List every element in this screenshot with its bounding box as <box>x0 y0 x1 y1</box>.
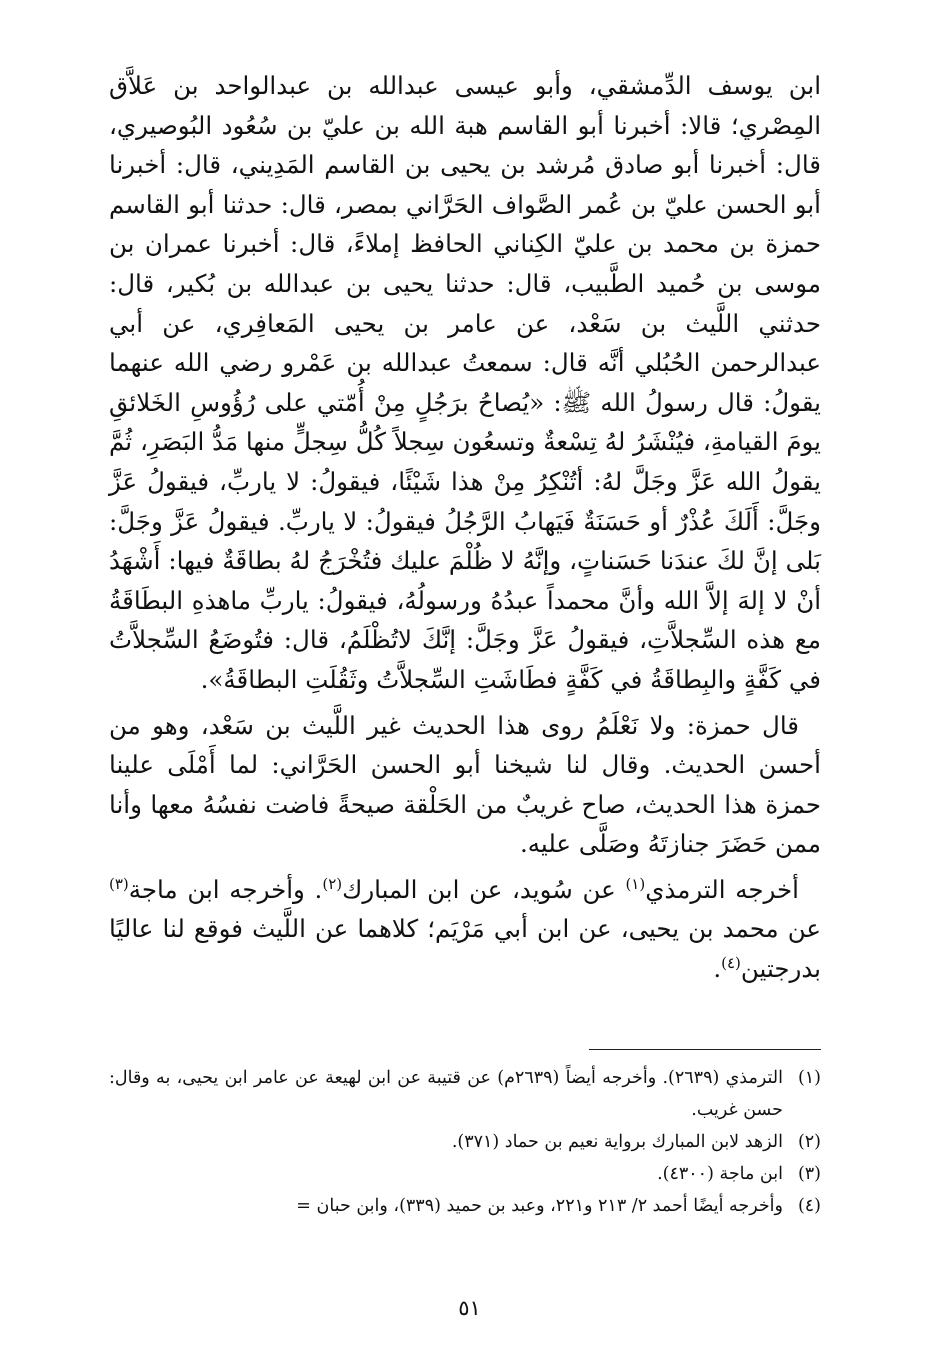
footnote-ref-2: (٢) <box>322 874 343 893</box>
footnote-number: (٣) <box>797 1164 821 1184</box>
footnotes <box>109 1062 821 1222</box>
footnote-ref-1: (١) <box>625 874 646 893</box>
footnote-separator <box>589 1049 821 1050</box>
page-number: ٥١ <box>458 1296 481 1320</box>
paragraph-hamza-comment: قال حمزة: ولا نَعْلَمُ روى هذا الحديث غير اللَّيث بن سَعْد، وهو من أحسن الحديث. وقال لنا شيخنا أبو الحسن الحَرَّاني: لما أَمْلَى علينا حمزة هذا الحديث، صاح غريبٌ من الحَلْقة صيحةً فاضت نفسُهُ معها وأنا ممن حَضَرَ جنازتَهُ وصَلَّى عليه. <box>109 710 821 859</box>
footnote-3 <box>109 1158 821 1190</box>
footnote-text: الترمذي (٢٦٣٩). وأخرجه أيضاً (٢٦٣٩م) عن قتيبة عن ابن لهيعة عن عامر ابن يحيى، به وقال: حسن غريب. <box>109 1068 783 1120</box>
paragraph-takhrij <box>109 870 821 989</box>
footnote-ref-4: (٤) <box>721 953 741 972</box>
footnote-4 <box>109 1190 821 1222</box>
footnote-ref-3: (٣) <box>109 874 129 893</box>
takhrij-text-1: أخرجه الترمذي <box>645 874 799 904</box>
footnote-number: (٢) <box>797 1132 821 1152</box>
takhrij-text-3: . وأخرجه ابن ماجة <box>128 874 323 904</box>
footnote-text: ابن ماجة (٤٣٠٠). <box>657 1164 783 1184</box>
takhrij-text-4: عن محمد بن يحيى، عن ابن أبي مَرْيَم؛ كلاهما عن اللَّيث فوقع لنا عاليًا بدرجتين <box>109 914 821 984</box>
footnote-2 <box>109 1126 821 1158</box>
footnote-text: وأخرجه أيضًا أحمد ٢/ ٢١٣ و٢٢١، وعبد بن حميد (٣٣٩)، وابن حبان = <box>296 1196 783 1216</box>
paragraph-isnad-hadith: ابن يوسف الدِّمشقي، وأبو عيسى عبدالله بن عبدالواحد بن عَلاَّق المِصْري؛ قالا: أخبرنا أبو القاسم هبة الله بن عليّ بن سُعُود البُوصيري، قال: أخبرنا أبو صادق مُرشد بن يحيى بن القاسم المَدِيني، قال: أخبرنا أبو الحسن عليّ بن عُمر الصَّواف الحَرَّاني بمصر، قال: حدثنا أبو القاسم حمزة بن محمد بن عليّ الكِناني الحافظ إملاءً، قال: أخبرنا عمران بن موسى بن حُميد الطَّبيب، قال: حدثنا يحيى بن عبدالله بن بُكير، قال: حدثني اللَّيث بن سَعْد، عن عامر بن يحيى المَعافِري، عن أبي عبدالرحمن الحُبُلي أنَّه قال: سمعتُ عبدالله بن عَمْرو رضي الله عنهما يقولُ: قال رسولُ الله ﷺ: «يُصاحُ برَجُلٍ مِنْ أُمّتي على رُؤُوسِ الخَلائقِ يومَ القيامةِ، فيُنْشَرُ لهُ تِسْعةٌ وتسعُون سِجلاً كُلُّ سِجلٍّ منها مَدُّ البَصَرِ، ثُمَّ يقولُ الله عَزَّ وجَلَّ لهُ: أتُنْكِرُ مِنْ هذا شَيْئًا، فيقولُ: لا ياربِّ، فيقولُ عَزَّ وجَلَّ: أَلَكَ عُذْرٌ أو حَسَنَةٌ فَيَهابُ الرَّجُلُ فيقولُ: لا ياربِّ. فيقولُ عَزَّ وجَلَّ: بَلى إنَّ لكَ عندَنا حَسَناتٍ، وإنَّهُ لا ظُلْمَ عليك فتُخْرَجُ لهُ بطاقَةٌ فيها: أَشْهَدُ أنْ لا إلهَ إلاَّ الله وأنَّ محمداً عبدُهُ ورسولُهُ، فيقولُ: ياربِّ ماهذهِ البطَاقَةُ مع هذه السِّجلاَّتِ، فيقولُ عَزَّ وجَلَّ: إنَّكَ لاتُظْلَمُ، قال: فتُوضَعُ السِّجلاَّتُ في كَفَّةٍ والبِطاقَةُ في كَفَّةٍ فطَاشَتِ السِّجلاَّتُ وثَقُلَتِ البطاقَةُ». <box>109 71 821 694</box>
main-text <box>109 66 821 995</box>
takhrij-text-5: . <box>713 954 722 984</box>
takhrij-text-2: عن سُويد، عن ابن المبارك <box>342 874 626 904</box>
footnote-number: (١) <box>797 1068 821 1088</box>
footnote-number: (٤) <box>797 1196 821 1216</box>
footnote-1 <box>109 1062 821 1126</box>
footnote-text: الزهد لابن المبارك برواية نعيم بن حماد (٣٧١). <box>451 1132 783 1152</box>
